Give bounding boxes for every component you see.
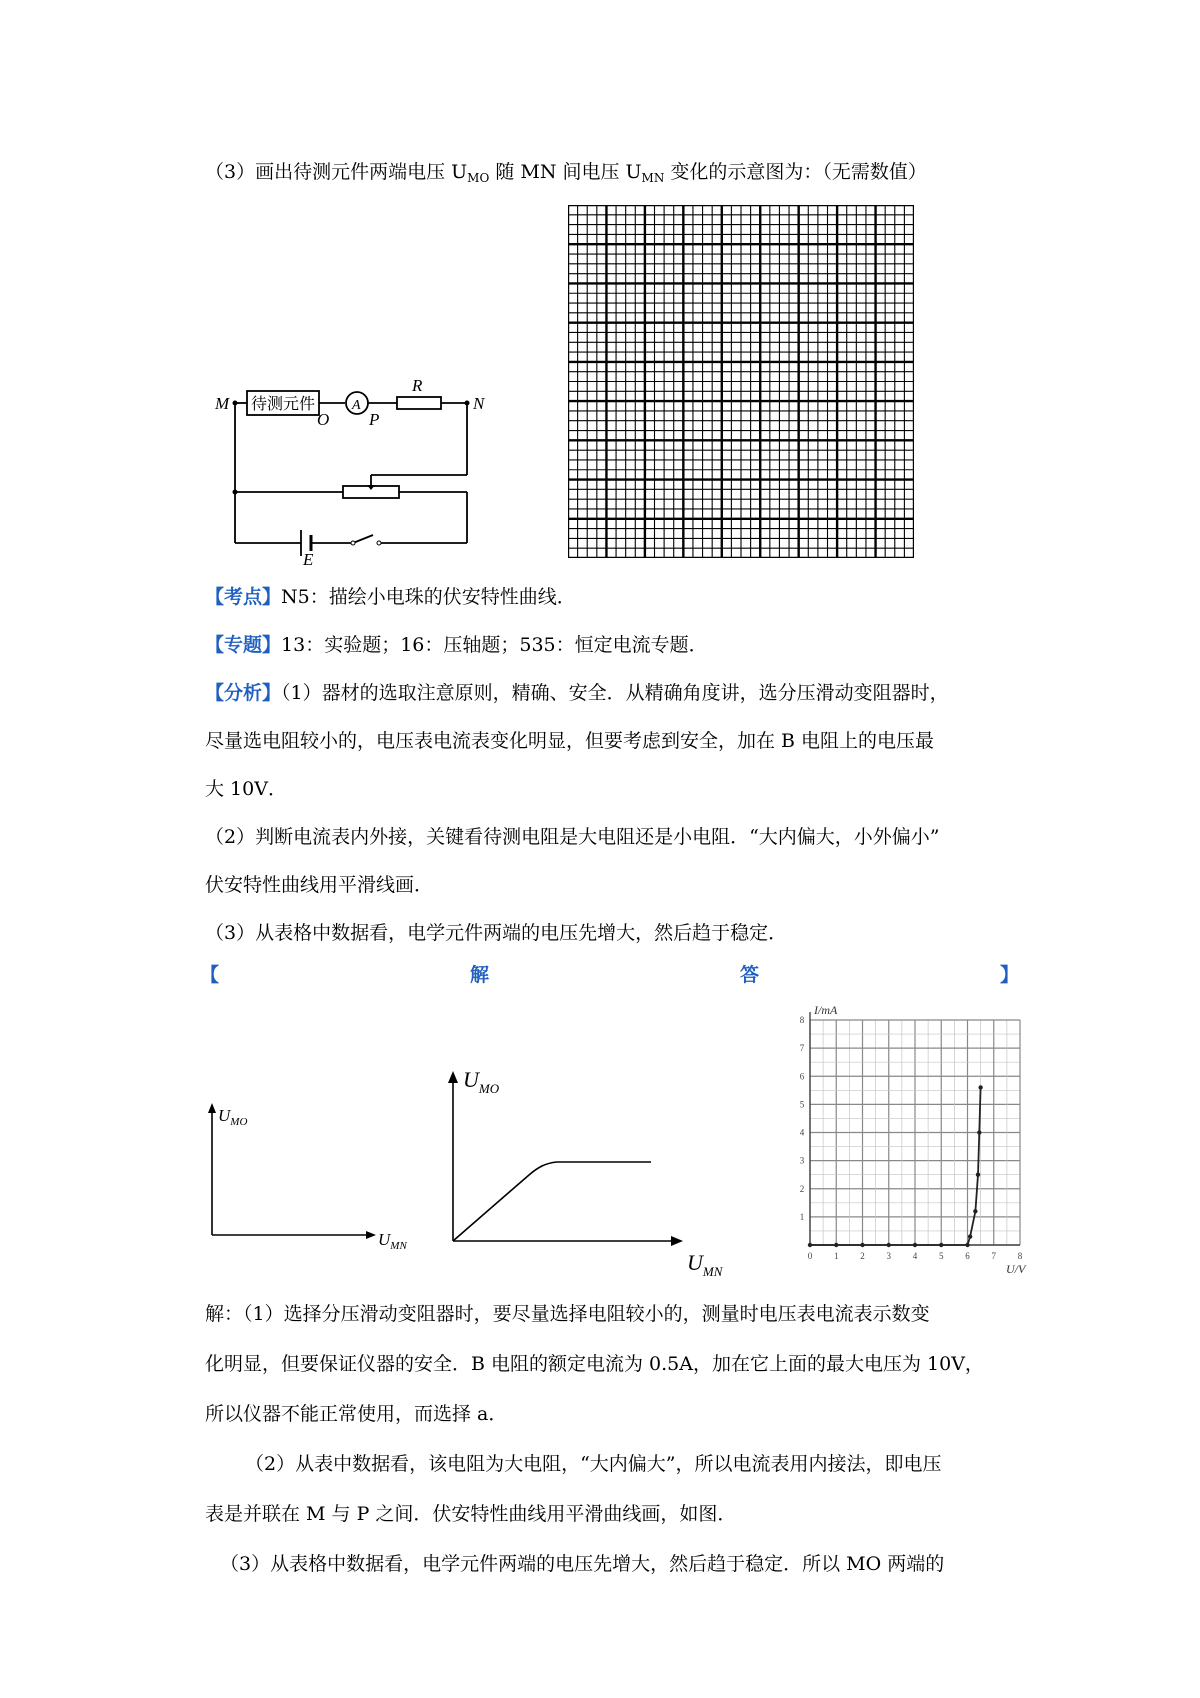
- iv-ytick-label: 5: [799, 1099, 805, 1110]
- iv-xtick-label: 5: [939, 1251, 944, 1261]
- answer-line-2: 化明显，但要保证仪器的安全．B 电阻的额定电流为 0.5A，加在它上面的最大电压为 10V，: [205, 1353, 984, 1375]
- iv-data-point: [978, 1085, 982, 1089]
- iv-xtick-label: 7: [991, 1251, 996, 1261]
- label-P: P: [369, 410, 380, 429]
- iv-data-point: [973, 1209, 977, 1213]
- circuit-diagram: [205, 375, 525, 565]
- jieda-char-2: 答: [740, 964, 760, 986]
- iv-curve: [810, 1088, 981, 1246]
- grid-paper: [568, 205, 914, 558]
- jieda-char-1: 解: [470, 964, 490, 986]
- jieda-open-bracket: 【: [200, 964, 220, 986]
- fenxi-line-3: 大 10V．: [205, 778, 287, 800]
- kaodian-tag: 【考点】: [205, 586, 282, 608]
- answer-line-6: （3）从表格中数据看，电学元件两端的电压先增大，然后趋于稳定．所以 MO 两端的: [220, 1553, 945, 1575]
- iv-xtick-label: 3: [886, 1251, 891, 1261]
- question-3-line: （3）画出待测元件两端电压 $U_{MO}$ 随 MN 间电压 $U_{MN}$ 变化的示意图为：（无需数值）: [205, 161, 927, 185]
- iv-xtick-label: 0: [807, 1251, 813, 1261]
- graph2-xlabel: $U_{MN}$: [687, 1250, 723, 1279]
- answer-line-1: 解：（1）选择分压滑动变阻器时，要尽量选择电阻较小的，测量时电压表电流表示数变: [205, 1303, 930, 1325]
- iv-ylabel: I/mA: [814, 1003, 838, 1017]
- label-component: 待测元件: [251, 396, 316, 413]
- iv-characteristic-chart: [790, 1000, 1030, 1280]
- iv-data-point: [887, 1243, 891, 1247]
- iv-xlabel: U/V: [1006, 1262, 1026, 1276]
- iv-xtick-label: 8: [1017, 1251, 1023, 1261]
- iv-ytick-label: 3: [799, 1155, 805, 1166]
- kaodian-line: 【考点】N5：描绘小电珠的伏安特性曲线．: [205, 586, 576, 608]
- sketch-answer-graph: [435, 1065, 735, 1280]
- iv-data-point: [913, 1243, 917, 1247]
- answer-line-5: 表是并联在 M 与 P 之间．伏安特性曲线用平滑曲线画，如图．: [205, 1503, 737, 1525]
- iv-ytick-label: 8: [799, 1015, 805, 1025]
- iv-data-point: [976, 1172, 980, 1176]
- graph1-ylabel: $U_{MO}$: [218, 1106, 248, 1128]
- iv-data-point: [860, 1243, 864, 1247]
- answer-line-3: 所以仪器不能正常使用，而选择 a．: [205, 1403, 508, 1425]
- label-M: M: [215, 394, 230, 413]
- label-E: E: [303, 550, 314, 565]
- graph2-ylabel: $U_{MO}$: [463, 1067, 500, 1096]
- fenxi-line-6: （3）从表格中数据看，电学元件两端的电压先增大，然后趋于稳定．: [205, 922, 788, 944]
- iv-xtick-label: 1: [834, 1251, 839, 1261]
- blank-axes-graph: [200, 1095, 420, 1250]
- iv-data-point: [977, 1130, 981, 1134]
- iv-ytick-label: 4: [799, 1127, 805, 1138]
- label-O: O: [317, 410, 330, 429]
- fenxi-line-4: （2）判断电流表内外接，关键看待测电阻是大电阻还是小电阻．“大内偏大，小外偏小”: [205, 826, 940, 848]
- iv-xtick-label: 6: [965, 1251, 970, 1261]
- fenxi-line-5: 伏安特性曲线用平滑线画．: [205, 874, 434, 896]
- fenxi-line-2: 尽量选电阻较小的，电压表电流表变化明显，但要考虑到安全，加在 B 电阻上的电压最: [205, 730, 935, 752]
- graph1-xlabel: $U_{MN}$: [378, 1230, 407, 1250]
- iv-ytick-label: 1: [799, 1211, 805, 1222]
- iv-ytick-label: 6: [799, 1071, 805, 1082]
- umo-curve: [453, 1162, 651, 1241]
- jieda-close-bracket: 】: [1000, 964, 1020, 986]
- iv-xtick-label: 2: [860, 1251, 865, 1261]
- iv-ytick-label: 2: [799, 1183, 805, 1194]
- answer-line-4: （2）从表中数据看，该电阻为大电阻，“大内偏大”，所以电流表用内接法，即电压: [245, 1453, 942, 1475]
- label-R: R: [412, 376, 423, 395]
- fenxi-tag: 【分析】: [205, 682, 282, 704]
- ammeter-label: A: [352, 398, 361, 413]
- iv-data-point: [939, 1243, 943, 1247]
- iv-data-point: [968, 1234, 972, 1238]
- iv-data-point: [834, 1243, 838, 1247]
- label-N: N: [473, 394, 485, 413]
- jieda-heading: [200, 960, 1020, 986]
- iv-xtick-label: 4: [912, 1251, 918, 1261]
- zhuanti-tag: 【专题】: [205, 634, 282, 656]
- fenxi-line-1: 【分析】（1）器材的选取注意原则，精确、安全．从精确角度讲，选分压滑动变阻器时，: [205, 682, 949, 704]
- iv-data-point: [965, 1243, 969, 1247]
- iv-data-point: [808, 1243, 812, 1247]
- iv-ytick-label: 7: [799, 1043, 805, 1054]
- zhuanti-line: 【专题】13：实验题；16：压轴题；535：恒定电流专题．: [205, 634, 708, 656]
